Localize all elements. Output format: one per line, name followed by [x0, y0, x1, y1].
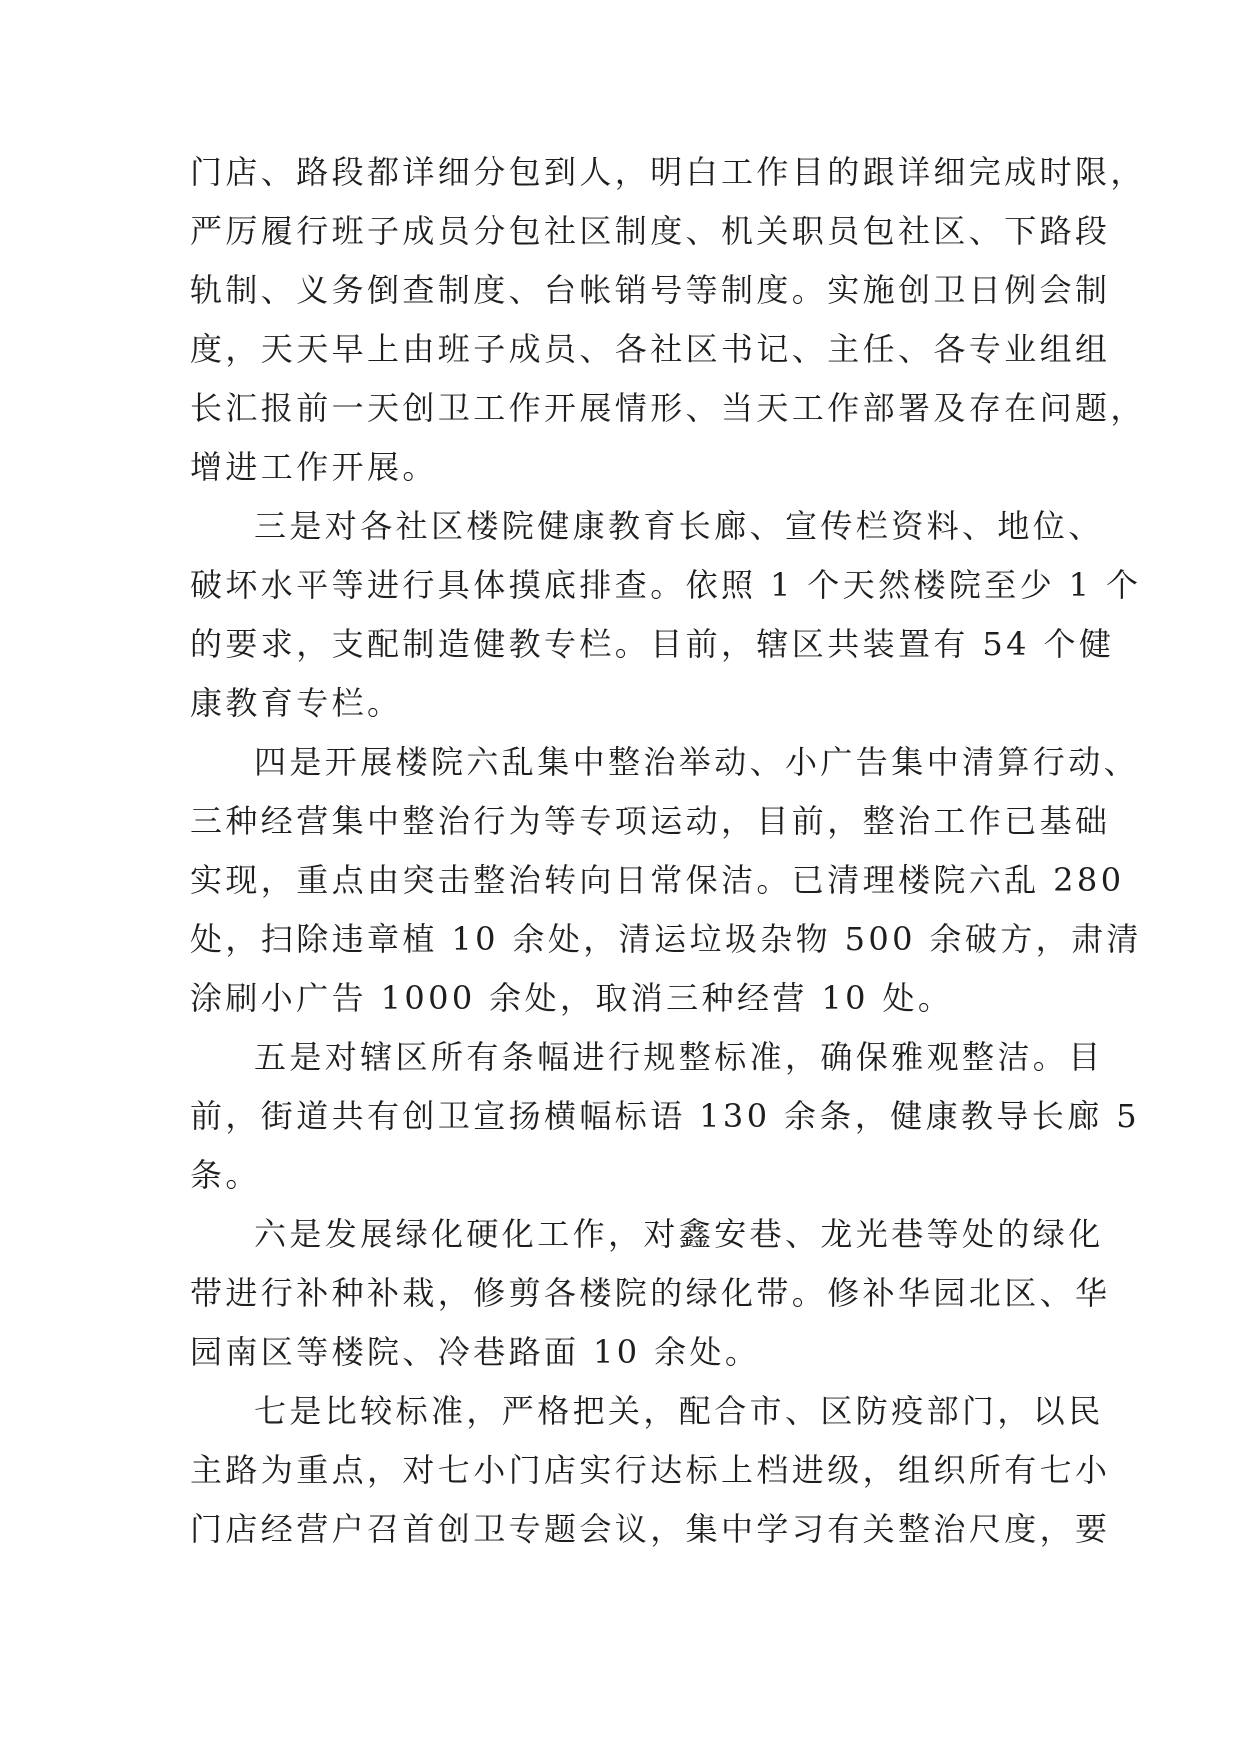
body-text-line: 前，街道共有创卫宣扬横幅标语 130 余条，健康教导长廊 5 [190, 1097, 1140, 1135]
body-text-line: 康教育专栏。 [190, 684, 403, 722]
paragraph-start-line: 七是比较标准，严格把关，配合市、区防疫部门，以民 [254, 1392, 1104, 1430]
body-text-line: 轨制、义务倒查制度、台帐销号等制度。实施创卫日例会制 [190, 271, 1111, 309]
body-text-line: 园南区等楼院、冷巷路面 10 余处。 [190, 1333, 761, 1371]
body-text-line: 度，天天早上由班子成员、各社区书记、主任、各专业组组 [190, 330, 1111, 368]
body-text-line: 的要求，支配制造健教专栏。目前，辖区共装置有 54 个健 [190, 625, 1115, 663]
paragraph-start-line: 三是对各社区楼院健康教育长廊、宣传栏资料、地位、 [254, 507, 1104, 545]
body-text-line: 处，扫除违章植 10 余处，清运垃圾杂物 500 余破方，肃清 [190, 920, 1142, 958]
body-text-line: 破坏水平等进行具体摸底排查。依照 1 个天然楼院至少 1 个 [190, 566, 1142, 604]
paragraph-start-line: 四是开展楼院六乱集中整治举动、小广告集中清算行动、 [254, 743, 1140, 781]
body-text-line: 门店、路段都详细分包到人，明白工作目的跟详细完成时限， [190, 153, 1146, 191]
body-text-line: 带进行补种补栽，修剪各楼院的绿化带。修补华园北区、华 [190, 1274, 1111, 1312]
paragraph-start-line: 五是对辖区所有条幅进行规整标准，确保雅观整洁。目 [254, 1038, 1104, 1076]
body-text-line: 涂刷小广告 1000 余处，取消三种经营 10 处。 [190, 979, 954, 1017]
body-text-line: 增进工作开展。 [190, 448, 438, 486]
body-text-line: 实现，重点由突击整治转向日常保洁。已清理楼院六乱 280 [190, 861, 1125, 899]
body-text-line: 主路为重点，对七小门店实行达标上档进级，组织所有七小 [190, 1451, 1111, 1489]
body-text-line: 三种经营集中整治行为等专项运动，目前，整治工作已基础 [190, 802, 1111, 840]
body-text-line: 条。 [190, 1156, 261, 1194]
body-text-line: 门店经营户召首创卫专题会议，集中学习有关整治尺度，要 [190, 1510, 1111, 1548]
body-text-line: 严厉履行班子成员分包社区制度、机关职员包社区、下路段 [190, 212, 1111, 250]
paragraph-start-line: 六是发展绿化硬化工作，对鑫安巷、龙光巷等处的绿化 [254, 1215, 1104, 1253]
body-text-line: 长汇报前一天创卫工作开展情形、当天工作部署及存在问题， [190, 389, 1146, 427]
